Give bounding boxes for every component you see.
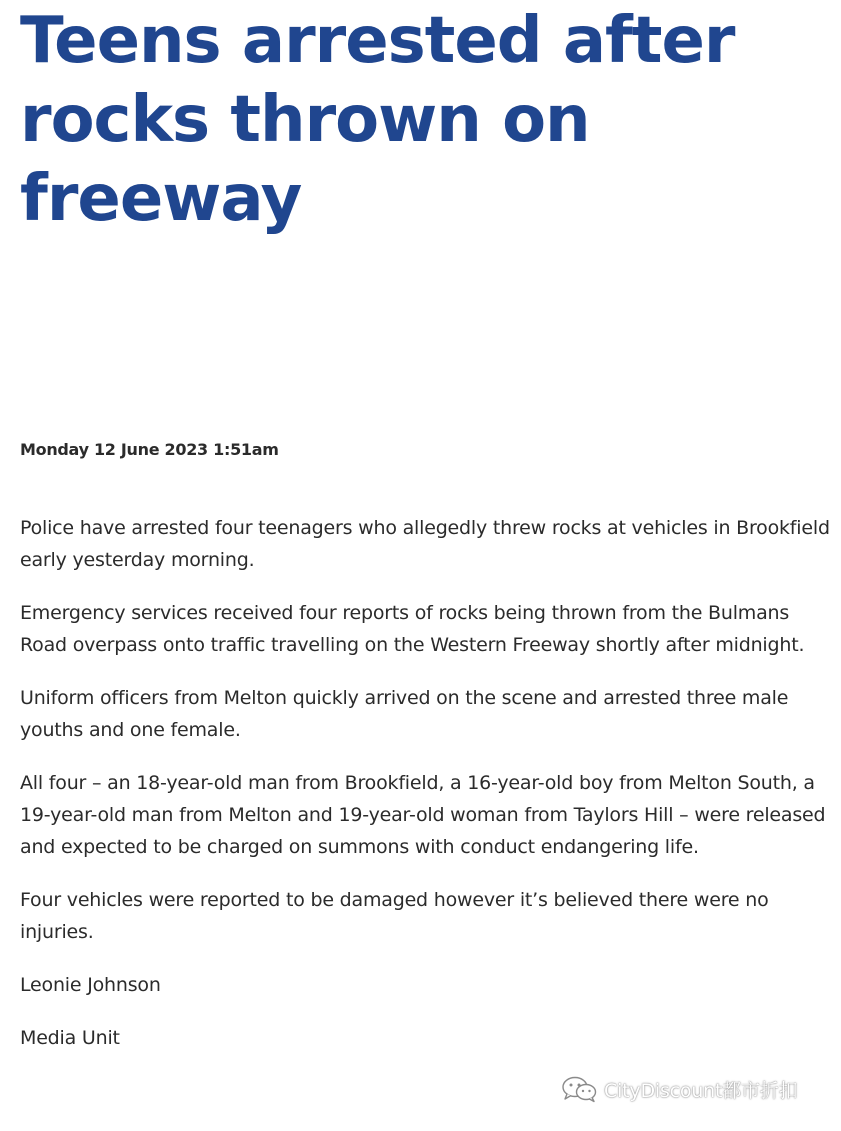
- watermark: [560, 1075, 797, 1103]
- article-body: [20, 512, 835, 1054]
- author-unit: Media Unit: [20, 1027, 120, 1049]
- watermark-text: CityDiscount都市折扣: [604, 1079, 798, 1102]
- article-headline: Teens arrested after rocks thrown on freeway: [20, 4, 735, 236]
- author-name: Leonie Johnson: [20, 974, 161, 996]
- article-paragraph-4: All four – an 18-year-old man from Brookfield, a 16-year-old boy from Melton South, a 19-year-old man from Melton and 19-year-old woman from Taylors Hill – were released and expected to be charged on summons with conduct endangering life.: [20, 772, 826, 858]
- article-paragraph-5: Four vehicles were reported to be damaged however it’s believed there were no injuries.: [20, 889, 769, 943]
- article-paragraph-2: Emergency services received four reports of rocks being thrown from the Bulmans Road overpass onto traffic travelling on the Western Freeway shortly after midnight.: [20, 602, 805, 656]
- article-paragraph-1: Police have arrested four teenagers who allegedly threw rocks at vehicles in Brookfield early yesterday morning.: [20, 517, 830, 571]
- article-paragraph-3: Uniform officers from Melton quickly arrived on the scene and arrested three male youths and one female.: [20, 687, 789, 741]
- article-dateline: Monday 12 June 2023 1:51am: [20, 440, 279, 459]
- wechat-icon: [560, 1075, 598, 1103]
